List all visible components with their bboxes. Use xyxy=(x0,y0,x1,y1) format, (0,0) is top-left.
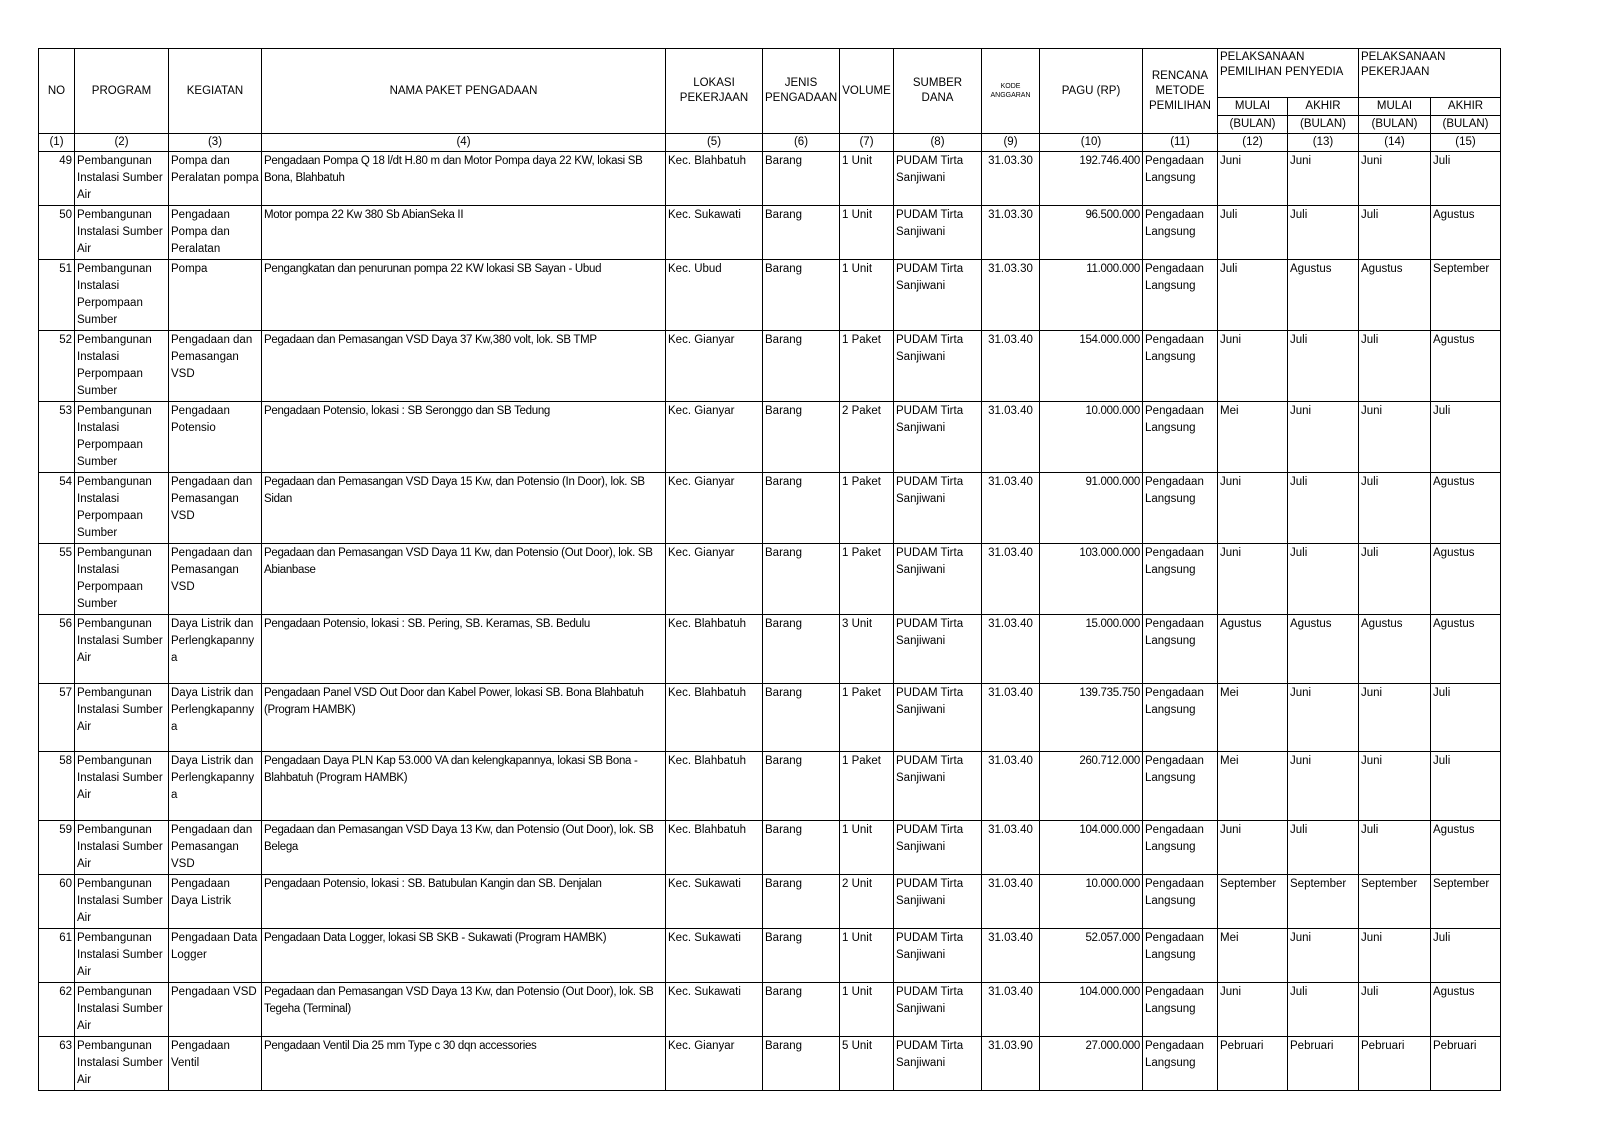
header-pemilihan-akhir: AKHIR xyxy=(1288,98,1359,116)
program-cell: Pembangunan Instalasi Sumber Air xyxy=(75,206,169,260)
pemilihan-akhir-cell: Juni xyxy=(1288,752,1359,821)
column-number: (14) xyxy=(1359,134,1431,152)
header-bulan: (BULAN) xyxy=(1218,116,1288,134)
paket-name-cell: Pegadaan dan Pemasangan VSD Daya 37 Kw,380 volt, lok. SB TMP xyxy=(262,331,666,402)
row-number: 50 xyxy=(39,206,75,260)
pemilihan-mulai-cell: Juni xyxy=(1218,152,1288,206)
metode-cell: Pengadaan Langsung xyxy=(1143,684,1218,752)
volume-cell: 1 Paket xyxy=(840,473,894,544)
procurement-table xyxy=(38,48,1501,1091)
program-cell: Pembangunan Instalasi Sumber Air xyxy=(75,821,169,875)
pagu-cell: 139.735.750 xyxy=(1040,684,1143,752)
program-cell: Pembangunan Instalasi Sumber Air xyxy=(75,152,169,206)
row-number: 63 xyxy=(39,1037,75,1091)
program-cell: Pembangunan Instalasi Sumber Air xyxy=(75,752,169,821)
header-pemilihan: PELAKSANAAN PEMILIHAN PENYEDIA xyxy=(1218,49,1359,98)
paket-name-cell: Motor pompa 22 Kw 380 Sb AbianSeka II xyxy=(262,206,666,260)
sumber-dana-cell: PUDAM Tirta Sanjiwani xyxy=(894,402,982,473)
paket-name-cell: Pengangkatan dan penurunan pompa 22 KW lokasi SB Sayan - Ubud xyxy=(262,260,666,331)
kegiatan-cell: Pengadaan Ventil xyxy=(169,1037,262,1091)
pemilihan-mulai-cell: Juni xyxy=(1218,544,1288,615)
pekerjaan-mulai-cell: Juli xyxy=(1359,206,1431,260)
pemilihan-mulai-cell: Juni xyxy=(1218,473,1288,544)
jenis-cell: Barang xyxy=(763,615,840,684)
program-cell: Pembangunan Instalasi Sumber Air xyxy=(75,684,169,752)
lokasi-cell: Kec. Blahbatuh xyxy=(666,684,763,752)
kode-anggaran-cell: 31.03.30 xyxy=(982,206,1040,260)
kode-anggaran-cell: 31.03.40 xyxy=(982,615,1040,684)
jenis-cell: Barang xyxy=(763,473,840,544)
paket-name-cell: Pegadaan dan Pemasangan VSD Daya 15 Kw, dan Potensio (In Door), lok. SB Sidan xyxy=(262,473,666,544)
program-cell: Pembangunan Instalasi Sumber Air xyxy=(75,1037,169,1091)
metode-cell: Pengadaan Langsung xyxy=(1143,544,1218,615)
lokasi-cell: Kec. Sukawati xyxy=(666,206,763,260)
kegiatan-cell: Pengadaan Data Logger xyxy=(169,929,262,983)
pagu-cell: 52.057.000 xyxy=(1040,929,1143,983)
volume-cell: 2 Unit xyxy=(840,875,894,929)
sumber-dana-cell: PUDAM Tirta Sanjiwani xyxy=(894,615,982,684)
table-row xyxy=(39,206,1501,260)
row-number: 58 xyxy=(39,752,75,821)
volume-cell: 5 Unit xyxy=(840,1037,894,1091)
pekerjaan-akhir-cell: Agustus xyxy=(1431,331,1501,402)
pemilihan-akhir-cell: September xyxy=(1288,875,1359,929)
metode-cell: Pengadaan Langsung xyxy=(1143,929,1218,983)
program-cell: Pembangunan Instalasi Sumber Air xyxy=(75,929,169,983)
header-pemilihan-mulai: MULAI xyxy=(1218,98,1288,116)
volume-cell: 1 Unit xyxy=(840,929,894,983)
row-number: 57 xyxy=(39,684,75,752)
kegiatan-cell: Pengadaan VSD xyxy=(169,983,262,1037)
table-row xyxy=(39,821,1501,875)
header-bulan: (BULAN) xyxy=(1359,116,1431,134)
sumber-dana-cell: PUDAM Tirta Sanjiwani xyxy=(894,929,982,983)
header-volume: VOLUME xyxy=(840,49,894,134)
volume-cell: 1 Unit xyxy=(840,206,894,260)
paket-name-cell: Pegadaan dan Pemasangan VSD Daya 13 Kw, dan Potensio (Out Door), lok. SB Belega xyxy=(262,821,666,875)
kegiatan-cell: Daya Listrik dan Perlengkapanny a xyxy=(169,615,262,684)
header-jenis: JENIS PENGADAAN xyxy=(763,49,840,134)
table-row xyxy=(39,615,1501,684)
paket-name-cell: Pengadaan Data Logger, lokasi SB SKB - Sukawati (Program HAMBK) xyxy=(262,929,666,983)
sumber-dana-cell: PUDAM Tirta Sanjiwani xyxy=(894,752,982,821)
jenis-cell: Barang xyxy=(763,544,840,615)
kegiatan-cell: Pengadaan dan Pemasangan VSD xyxy=(169,473,262,544)
pagu-cell: 27.000.000 xyxy=(1040,1037,1143,1091)
table-row xyxy=(39,684,1501,752)
column-number: (9) xyxy=(982,134,1040,152)
sumber-dana-cell: PUDAM Tirta Sanjiwani xyxy=(894,875,982,929)
pemilihan-akhir-cell: Pebruari xyxy=(1288,1037,1359,1091)
row-number: 52 xyxy=(39,331,75,402)
header-kode-anggaran: KODE ANGGARAN xyxy=(982,49,1040,134)
pekerjaan-akhir-cell: Juli xyxy=(1431,402,1501,473)
pagu-cell: 10.000.000 xyxy=(1040,875,1143,929)
header-sumber-dana: SUMBER DANA xyxy=(894,49,982,134)
sumber-dana-cell: PUDAM Tirta Sanjiwani xyxy=(894,331,982,402)
pekerjaan-mulai-cell: Juli xyxy=(1359,544,1431,615)
row-number: 61 xyxy=(39,929,75,983)
pemilihan-mulai-cell: Mei xyxy=(1218,684,1288,752)
pekerjaan-akhir-cell: September xyxy=(1431,875,1501,929)
pemilihan-mulai-cell: Juni xyxy=(1218,983,1288,1037)
paket-name-cell: Pengadaan Potensio, lokasi : SB. Pering, SB. Keramas, SB. Bedulu xyxy=(262,615,666,684)
header-pekerjaan-akhir: AKHIR xyxy=(1431,98,1501,116)
pekerjaan-akhir-cell: Juli xyxy=(1431,152,1501,206)
lokasi-cell: Kec. Gianyar xyxy=(666,473,763,544)
paket-name-cell: Pengadaan Ventil Dia 25 mm Type c 30 dqn accessories xyxy=(262,1037,666,1091)
pagu-cell: 11.000.000 xyxy=(1040,260,1143,331)
kegiatan-cell: Pengadaan dan Pemasangan VSD xyxy=(169,331,262,402)
column-number: (1) xyxy=(39,134,75,152)
metode-cell: Pengadaan Langsung xyxy=(1143,983,1218,1037)
pagu-cell: 103.000.000 xyxy=(1040,544,1143,615)
lokasi-cell: Kec. Blahbatuh xyxy=(666,752,763,821)
header-nama-paket: NAMA PAKET PENGADAAN xyxy=(262,49,666,134)
kegiatan-cell: Daya Listrik dan Perlengkapanny a xyxy=(169,752,262,821)
column-number: (13) xyxy=(1288,134,1359,152)
program-cell: Pembangunan Instalasi Sumber Air xyxy=(75,983,169,1037)
sumber-dana-cell: PUDAM Tirta Sanjiwani xyxy=(894,544,982,615)
program-cell: Pembangunan Instalasi Perpompaan Sumber xyxy=(75,544,169,615)
pagu-cell: 15.000.000 xyxy=(1040,615,1143,684)
pemilihan-akhir-cell: Juni xyxy=(1288,684,1359,752)
row-number: 54 xyxy=(39,473,75,544)
sumber-dana-cell: PUDAM Tirta Sanjiwani xyxy=(894,206,982,260)
pekerjaan-akhir-cell: Juli xyxy=(1431,929,1501,983)
metode-cell: Pengadaan Langsung xyxy=(1143,331,1218,402)
metode-cell: Pengadaan Langsung xyxy=(1143,1037,1218,1091)
kode-anggaran-cell: 31.03.40 xyxy=(982,473,1040,544)
jenis-cell: Barang xyxy=(763,929,840,983)
table-header xyxy=(39,49,1501,152)
jenis-cell: Barang xyxy=(763,752,840,821)
column-number: (3) xyxy=(169,134,262,152)
pemilihan-akhir-cell: Juli xyxy=(1288,821,1359,875)
lokasi-cell: Kec. Blahbatuh xyxy=(666,615,763,684)
kode-anggaran-cell: 31.03.90 xyxy=(982,1037,1040,1091)
pagu-cell: 260.712.000 xyxy=(1040,752,1143,821)
kode-anggaran-cell: 31.03.30 xyxy=(982,152,1040,206)
pemilihan-akhir-cell: Juli xyxy=(1288,544,1359,615)
pekerjaan-mulai-cell: September xyxy=(1359,875,1431,929)
lokasi-cell: Kec. Ubud xyxy=(666,260,763,331)
kode-anggaran-cell: 31.03.40 xyxy=(982,752,1040,821)
kegiatan-cell: Pompa dan Peralatan pompa xyxy=(169,152,262,206)
pemilihan-akhir-cell: Agustus xyxy=(1288,260,1359,331)
metode-cell: Pengadaan Langsung xyxy=(1143,875,1218,929)
kegiatan-cell: Pengadaan Daya Listrik xyxy=(169,875,262,929)
pekerjaan-akhir-cell: Agustus xyxy=(1431,473,1501,544)
pemilihan-mulai-cell: Juli xyxy=(1218,206,1288,260)
pemilihan-mulai-cell: Juli xyxy=(1218,260,1288,331)
kode-anggaran-cell: 31.03.40 xyxy=(982,875,1040,929)
sumber-dana-cell: PUDAM Tirta Sanjiwani xyxy=(894,684,982,752)
pagu-cell: 192.746.400 xyxy=(1040,152,1143,206)
kode-anggaran-cell: 31.03.30 xyxy=(982,260,1040,331)
volume-cell: 1 Unit xyxy=(840,821,894,875)
sumber-dana-cell: PUDAM Tirta Sanjiwani xyxy=(894,983,982,1037)
pemilihan-akhir-cell: Juli xyxy=(1288,983,1359,1037)
volume-cell: 1 Unit xyxy=(840,260,894,331)
lokasi-cell: Kec. Blahbatuh xyxy=(666,152,763,206)
row-number: 55 xyxy=(39,544,75,615)
program-cell: Pembangunan Instalasi Sumber Air xyxy=(75,615,169,684)
table-row xyxy=(39,260,1501,331)
pemilihan-akhir-cell: Juni xyxy=(1288,402,1359,473)
column-number: (6) xyxy=(763,134,840,152)
kegiatan-cell: Pengadaan dan Pemasangan VSD xyxy=(169,821,262,875)
paket-name-cell: Pengadaan Potensio, lokasi : SB. Batubulan Kangin dan SB. Denjalan xyxy=(262,875,666,929)
volume-cell: 1 Paket xyxy=(840,752,894,821)
metode-cell: Pengadaan Langsung xyxy=(1143,260,1218,331)
column-number: (8) xyxy=(894,134,982,152)
volume-cell: 1 Paket xyxy=(840,544,894,615)
table-row xyxy=(39,1037,1501,1091)
table-row xyxy=(39,331,1501,402)
kode-anggaran-cell: 31.03.40 xyxy=(982,331,1040,402)
pekerjaan-mulai-cell: Juli xyxy=(1359,821,1431,875)
pemilihan-mulai-cell: Juni xyxy=(1218,821,1288,875)
pemilihan-akhir-cell: Juni xyxy=(1288,929,1359,983)
pagu-cell: 10.000.000 xyxy=(1040,402,1143,473)
volume-cell: 3 Unit xyxy=(840,615,894,684)
pagu-cell: 104.000.000 xyxy=(1040,983,1143,1037)
jenis-cell: Barang xyxy=(763,875,840,929)
program-cell: Pembangunan Instalasi Perpompaan Sumber xyxy=(75,402,169,473)
volume-cell: 1 Unit xyxy=(840,983,894,1037)
metode-cell: Pengadaan Langsung xyxy=(1143,152,1218,206)
row-number: 56 xyxy=(39,615,75,684)
metode-cell: Pengadaan Langsung xyxy=(1143,821,1218,875)
sumber-dana-cell: PUDAM Tirta Sanjiwani xyxy=(894,1037,982,1091)
metode-cell: Pengadaan Langsung xyxy=(1143,752,1218,821)
header-bulan: (BULAN) xyxy=(1288,116,1359,134)
sumber-dana-cell: PUDAM Tirta Sanjiwani xyxy=(894,821,982,875)
pemilihan-mulai-cell: Juni xyxy=(1218,331,1288,402)
volume-cell: 1 Paket xyxy=(840,684,894,752)
jenis-cell: Barang xyxy=(763,684,840,752)
kode-anggaran-cell: 31.03.40 xyxy=(982,983,1040,1037)
jenis-cell: Barang xyxy=(763,402,840,473)
pekerjaan-akhir-cell: Juli xyxy=(1431,684,1501,752)
pekerjaan-mulai-cell: Agustus xyxy=(1359,615,1431,684)
pemilihan-mulai-cell: Mei xyxy=(1218,402,1288,473)
sumber-dana-cell: PUDAM Tirta Sanjiwani xyxy=(894,260,982,331)
kode-anggaran-cell: 31.03.40 xyxy=(982,402,1040,473)
pekerjaan-akhir-cell: Pebruari xyxy=(1431,1037,1501,1091)
paket-name-cell: Pengadaan Pompa Q 18 l/dt H.80 m dan Motor Pompa daya 22 KW, lokasi SB Bona, Blahbatuh xyxy=(262,152,666,206)
header-pagu: PAGU (RP) xyxy=(1040,49,1143,134)
lokasi-cell: Kec. Gianyar xyxy=(666,331,763,402)
program-cell: Pembangunan Instalasi Perpompaan Sumber xyxy=(75,331,169,402)
column-number: (15) xyxy=(1431,134,1501,152)
pekerjaan-akhir-cell: Agustus xyxy=(1431,615,1501,684)
jenis-cell: Barang xyxy=(763,1037,840,1091)
pekerjaan-mulai-cell: Juni xyxy=(1359,152,1431,206)
jenis-cell: Barang xyxy=(763,821,840,875)
program-cell: Pembangunan Instalasi Perpompaan Sumber xyxy=(75,473,169,544)
row-number: 53 xyxy=(39,402,75,473)
pemilihan-akhir-cell: Juli xyxy=(1288,206,1359,260)
pekerjaan-mulai-cell: Juli xyxy=(1359,473,1431,544)
kegiatan-cell: Daya Listrik dan Perlengkapanny a xyxy=(169,684,262,752)
program-cell: Pembangunan Instalasi Sumber Air xyxy=(75,875,169,929)
header-kegiatan: KEGIATAN xyxy=(169,49,262,134)
kegiatan-cell: Pengadaan Pompa dan Peralatan xyxy=(169,206,262,260)
pagu-cell: 96.500.000 xyxy=(1040,206,1143,260)
pemilihan-mulai-cell: Pebruari xyxy=(1218,1037,1288,1091)
jenis-cell: Barang xyxy=(763,260,840,331)
pemilihan-mulai-cell: Agustus xyxy=(1218,615,1288,684)
pekerjaan-mulai-cell: Pebruari xyxy=(1359,1037,1431,1091)
column-number-row xyxy=(39,134,1501,152)
column-number: (4) xyxy=(262,134,666,152)
pemilihan-mulai-cell: September xyxy=(1218,875,1288,929)
program-cell: Pembangunan Instalasi Perpompaan Sumber xyxy=(75,260,169,331)
table-body xyxy=(39,152,1501,1091)
paket-name-cell: Pegadaan dan Pemasangan VSD Daya 11 Kw, dan Potensio (Out Door), lok. SB Abianbase xyxy=(262,544,666,615)
pemilihan-mulai-cell: Mei xyxy=(1218,752,1288,821)
paket-name-cell: Pengadaan Daya PLN Kap 53.000 VA dan kelengkapannya, lokasi SB Bona - Blahbatuh (Program HAMBK) xyxy=(262,752,666,821)
table-row xyxy=(39,929,1501,983)
column-number: (12) xyxy=(1218,134,1288,152)
header-pekerjaan: PELAKSANAAN PEKERJAAN xyxy=(1359,49,1501,98)
pekerjaan-akhir-cell: Juli xyxy=(1431,752,1501,821)
jenis-cell: Barang xyxy=(763,152,840,206)
pagu-cell: 91.000.000 xyxy=(1040,473,1143,544)
sumber-dana-cell: PUDAM Tirta Sanjiwani xyxy=(894,152,982,206)
column-number: (7) xyxy=(840,134,894,152)
header-program: PROGRAM xyxy=(75,49,169,134)
header-bulan: (BULAN) xyxy=(1431,116,1501,134)
metode-cell: Pengadaan Langsung xyxy=(1143,473,1218,544)
pekerjaan-mulai-cell: Juli xyxy=(1359,331,1431,402)
row-number: 60 xyxy=(39,875,75,929)
row-number: 62 xyxy=(39,983,75,1037)
pekerjaan-mulai-cell: Juni xyxy=(1359,929,1431,983)
pekerjaan-akhir-cell: Agustus xyxy=(1431,983,1501,1037)
kegiatan-cell: Pengadaan dan Pemasangan VSD xyxy=(169,544,262,615)
kode-anggaran-cell: 31.03.40 xyxy=(982,821,1040,875)
table-row xyxy=(39,752,1501,821)
pekerjaan-mulai-cell: Juni xyxy=(1359,752,1431,821)
metode-cell: Pengadaan Langsung xyxy=(1143,206,1218,260)
table-row xyxy=(39,473,1501,544)
metode-cell: Pengadaan Langsung xyxy=(1143,402,1218,473)
pekerjaan-mulai-cell: Agustus xyxy=(1359,260,1431,331)
pekerjaan-akhir-cell: September xyxy=(1431,260,1501,331)
column-number: (5) xyxy=(666,134,763,152)
paket-name-cell: Pegadaan dan Pemasangan VSD Daya 13 Kw, dan Potensio (Out Door), lok. SB Tegeha (Terminal) xyxy=(262,983,666,1037)
kode-anggaran-cell: 31.03.40 xyxy=(982,544,1040,615)
lokasi-cell: Kec. Gianyar xyxy=(666,402,763,473)
kegiatan-cell: Pompa xyxy=(169,260,262,331)
pemilihan-akhir-cell: Juli xyxy=(1288,331,1359,402)
pekerjaan-mulai-cell: Juni xyxy=(1359,402,1431,473)
column-number: (11) xyxy=(1143,134,1218,152)
jenis-cell: Barang xyxy=(763,206,840,260)
pemilihan-akhir-cell: Juli xyxy=(1288,473,1359,544)
table-row xyxy=(39,402,1501,473)
jenis-cell: Barang xyxy=(763,983,840,1037)
kegiatan-cell: Pengadaan Potensio xyxy=(169,402,262,473)
pekerjaan-akhir-cell: Agustus xyxy=(1431,821,1501,875)
volume-cell: 1 Paket xyxy=(840,331,894,402)
table-row xyxy=(39,875,1501,929)
volume-cell: 2 Paket xyxy=(840,402,894,473)
pagu-cell: 154.000.000 xyxy=(1040,331,1143,402)
paket-name-cell: Pengadaan Potensio, lokasi : SB Seronggo dan SB Tedung xyxy=(262,402,666,473)
table-row xyxy=(39,983,1501,1037)
row-number: 59 xyxy=(39,821,75,875)
lokasi-cell: Kec. Sukawati xyxy=(666,929,763,983)
metode-cell: Pengadaan Langsung xyxy=(1143,615,1218,684)
jenis-cell: Barang xyxy=(763,331,840,402)
pekerjaan-mulai-cell: Juli xyxy=(1359,983,1431,1037)
lokasi-cell: Kec. Blahbatuh xyxy=(666,821,763,875)
table-row xyxy=(39,152,1501,206)
column-number: (10) xyxy=(1040,134,1143,152)
table-row xyxy=(39,544,1501,615)
kode-anggaran-cell: 31.03.40 xyxy=(982,684,1040,752)
pekerjaan-akhir-cell: Agustus xyxy=(1431,206,1501,260)
header-metode: RENCANA METODE PEMILIHAN xyxy=(1143,49,1218,134)
volume-cell: 1 Unit xyxy=(840,152,894,206)
lokasi-cell: Kec. Sukawati xyxy=(666,875,763,929)
pemilihan-akhir-cell: Juni xyxy=(1288,152,1359,206)
pemilihan-mulai-cell: Mei xyxy=(1218,929,1288,983)
row-number: 51 xyxy=(39,260,75,331)
sumber-dana-cell: PUDAM Tirta Sanjiwani xyxy=(894,473,982,544)
paket-name-cell: Pengadaan Panel VSD Out Door dan Kabel Power, lokasi SB. Bona Blahbatuh (Program HAMBK) xyxy=(262,684,666,752)
pagu-cell: 104.000.000 xyxy=(1040,821,1143,875)
lokasi-cell: Kec. Sukawati xyxy=(666,983,763,1037)
header-pekerjaan-mulai: MULAI xyxy=(1359,98,1431,116)
kode-anggaran-cell: 31.03.40 xyxy=(982,929,1040,983)
header-no: NO xyxy=(39,49,75,134)
lokasi-cell: Kec. Gianyar xyxy=(666,544,763,615)
pemilihan-akhir-cell: Agustus xyxy=(1288,615,1359,684)
column-number: (2) xyxy=(75,134,169,152)
row-number: 49 xyxy=(39,152,75,206)
pekerjaan-akhir-cell: Agustus xyxy=(1431,544,1501,615)
pekerjaan-mulai-cell: Juni xyxy=(1359,684,1431,752)
header-lokasi: LOKASI PEKERJAAN xyxy=(666,49,763,134)
lokasi-cell: Kec. Gianyar xyxy=(666,1037,763,1091)
